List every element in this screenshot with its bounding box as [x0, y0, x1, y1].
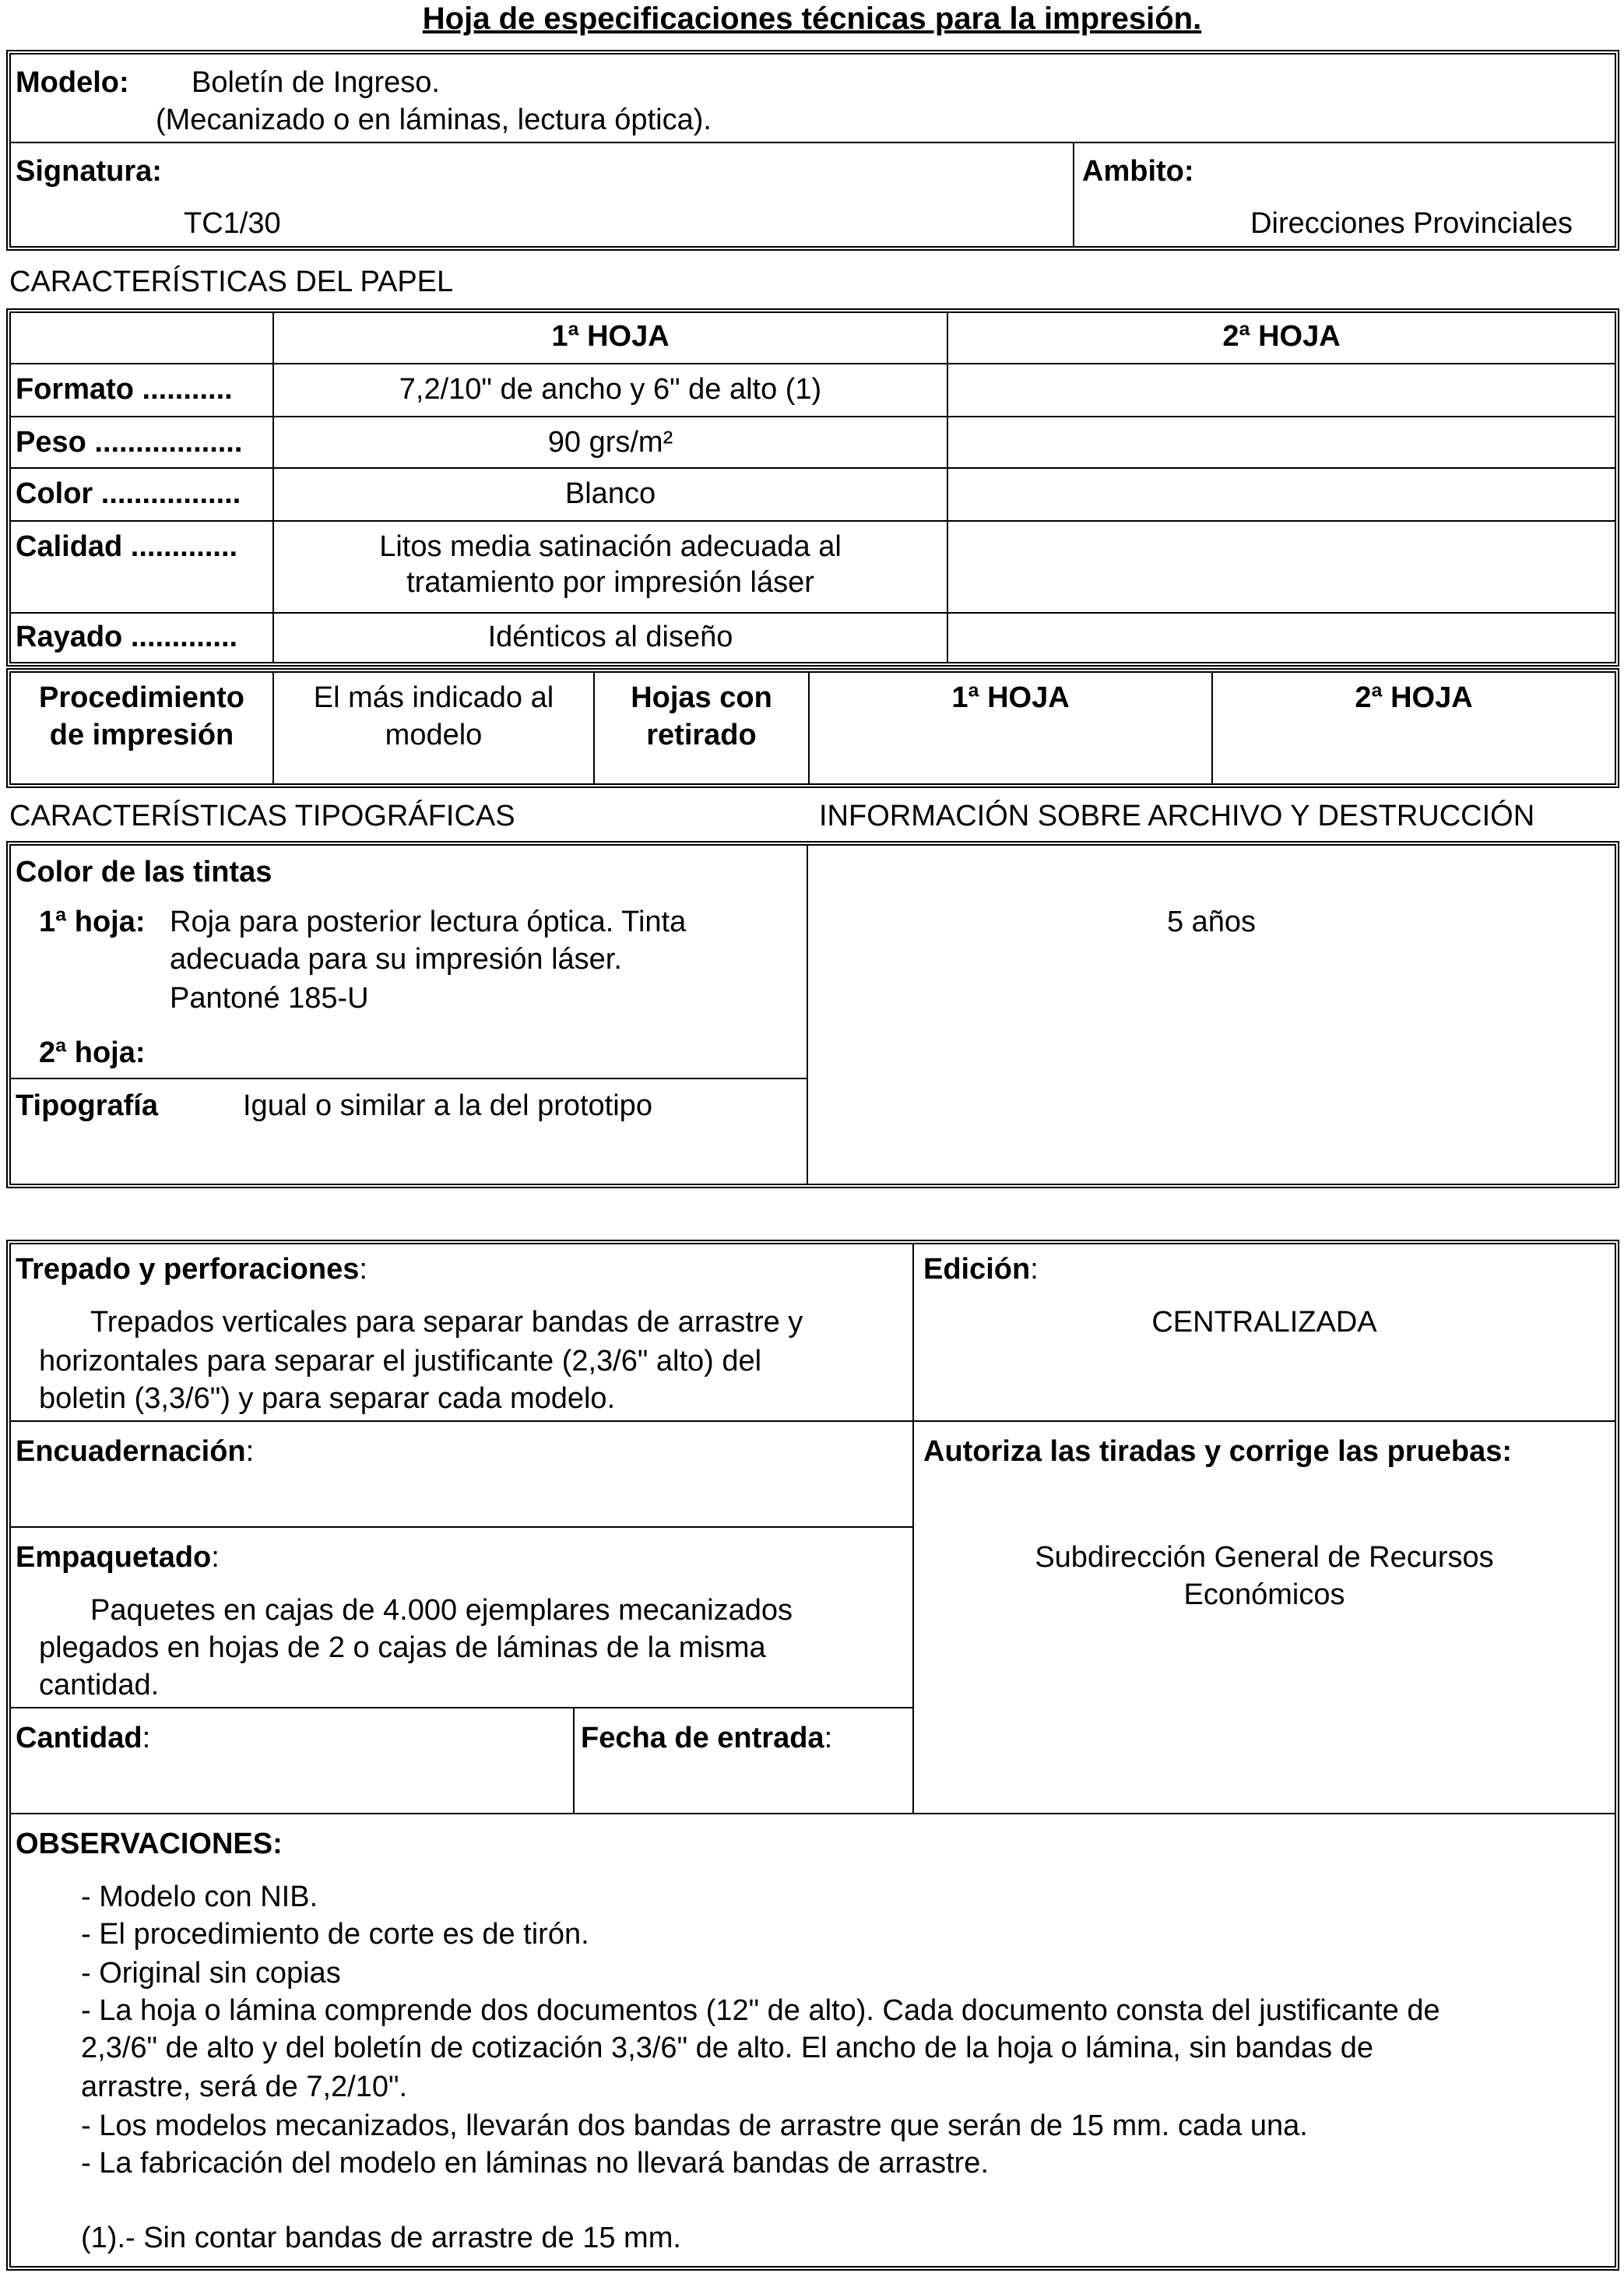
observacion-item: - El procedimiento de corte es de tirón. — [81, 1918, 589, 1951]
observaciones-label: OBSERVACIONES: — [16, 1828, 283, 1860]
observacion-item: 2,3/6" de alto y del boletín de cotización 3,3/6" de alto. El ancho de la hoja o lámina, sin bandas de — [81, 2032, 1373, 2064]
divider — [11, 1707, 912, 1708]
procedimiento-label-line1: Procedimiento — [39, 681, 244, 714]
empaquetado-line2: plegados en hojas de 2 o cajas de láminas de la misma — [39, 1631, 766, 1664]
autoriza-line1: Subdirección General de Recursos — [1035, 1541, 1494, 1574]
divider — [11, 520, 1615, 522]
autoriza-label: Autoriza las tiradas y corrige las pruebas: — [923, 1435, 1513, 1468]
divider — [11, 612, 1615, 614]
peso-value: 90 grs/m² — [547, 426, 673, 459]
divider — [11, 1420, 1615, 1422]
divider — [573, 1707, 575, 1813]
observacion-note: (1).- Sin contar bandas de arrastre de 15 mm. — [81, 2222, 681, 2254]
modelo-subtitle: (Mecanizado o en láminas, lectura óptica). — [156, 104, 712, 136]
observacion-item: - La fabricación del modelo en láminas no llevará bandas de arrastre. — [81, 2147, 989, 2180]
trepado-line3: boletin (3,3/6") y para separar cada modelo. — [39, 1382, 616, 1415]
cantidad-label-text: Cantidad — [16, 1722, 142, 1754]
calidad-label: Calidad ............. — [16, 530, 238, 563]
formato-value: 7,2/10" de ancho y 6" de alto (1) — [399, 373, 822, 406]
edicion-value: CENTRALIZADA — [1151, 1306, 1377, 1339]
procedimiento-value-line2: modelo — [385, 719, 483, 751]
divider — [11, 416, 1615, 417]
procedimiento-value-line1: El más indicado al — [313, 681, 554, 714]
fecha-label-text: Fecha de entrada — [581, 1722, 824, 1754]
hoja1-line2: adecuada para su impresión láser. — [170, 943, 622, 976]
encuadernacion-label: Encuadernación: — [16, 1435, 255, 1468]
hoja1-line3: Pantoné 185-U — [170, 982, 369, 1015]
color-value: Blanco — [564, 477, 656, 510]
page-title: Hoja de especificaciones técnicas para la impresión. — [422, 2, 1202, 36]
empaquetado-line1: Paquetes en cajas de 4.000 ejemplares mecanizados — [90, 1594, 793, 1627]
peso-label: Peso .................. — [16, 426, 243, 459]
tipografia-label: Tipografía — [16, 1089, 158, 1122]
hojas-label-line1: Hojas con — [631, 681, 772, 714]
empaquetado-label: Empaquetado: — [16, 1541, 220, 1574]
divider — [11, 467, 1615, 469]
trepado-label-text: Trepado y perforaciones — [16, 1253, 360, 1286]
divider — [11, 142, 1615, 143]
formato-label: Formato ........... — [16, 373, 233, 406]
observacion-item: - Original sin copias — [81, 1957, 341, 1990]
hojas-label-line2: retirado — [646, 719, 757, 751]
archivo-heading: INFORMACIÓN SOBRE ARCHIVO Y DESTRUCCIÓN — [819, 800, 1535, 832]
trepado-line2: horizontales para separar el justificante (2,3/6" alto) del — [39, 1345, 762, 1378]
ambito-label: Ambito: — [1082, 155, 1194, 188]
color-label: Color ................. — [16, 477, 241, 510]
rayado-value: Idénticos al diseño — [487, 621, 733, 653]
observacion-item: - Los modelos mecanizados, llevarán dos bandas de arrastre que serán de 15 mm. cada una. — [81, 2109, 1308, 2142]
papel-col1-header: 1ª HOJA — [551, 320, 670, 353]
empaquetado-label-text: Empaquetado — [16, 1541, 212, 1574]
modelo-label: Modelo: — [16, 66, 129, 99]
empaquetado-line3: cantidad. — [39, 1669, 160, 1701]
modelo-value: Boletín de Ingreso. — [192, 66, 440, 99]
divider — [11, 1526, 912, 1528]
trepado-line1: Trepados verticales para separar bandas de arrastre y — [90, 1306, 803, 1339]
calidad-value-line2: tratamiento por impresión láser — [406, 566, 814, 599]
hoja1-line1: Roja para posterior lectura óptica. Tinta — [170, 906, 687, 938]
papel-heading: CARACTERÍSTICAS DEL PAPEL — [9, 266, 454, 298]
tipografia-value: Igual o similar a la del prototipo — [243, 1089, 652, 1122]
divider — [1073, 142, 1074, 246]
cantidad-label: Cantidad: — [16, 1722, 151, 1754]
observacion-item: - Modelo con NIB. — [81, 1881, 318, 1913]
signatura-value: TC1/30 — [184, 207, 281, 240]
edicion-label: Edición: — [923, 1253, 1039, 1286]
trepado-label: Trepado y perforaciones: — [16, 1253, 367, 1286]
procedimiento-col2-header: 2ª HOJA — [1355, 681, 1473, 714]
divider — [807, 846, 808, 1184]
signatura-label: Signatura: — [16, 155, 162, 188]
hoja2-label: 2ª hoja: — [39, 1036, 146, 1069]
divider — [11, 1813, 1615, 1814]
fecha-label: Fecha de entrada: — [581, 1722, 833, 1754]
observacion-item: arrastre, será de 7,2/10". — [81, 2071, 408, 2103]
color-tintas-label: Color de las tintas — [16, 856, 272, 888]
encuadernacion-label-text: Encuadernación — [16, 1435, 246, 1468]
ambito-value: Direcciones Provinciales — [1250, 207, 1573, 240]
rayado-label: Rayado ............. — [16, 621, 238, 653]
autoriza-line2: Económicos — [1183, 1578, 1345, 1611]
papel-col2-header: 2ª HOJA — [1222, 320, 1341, 353]
divider — [947, 313, 948, 662]
tipograficas-heading: CARACTERÍSTICAS TIPOGRÁFICAS — [9, 800, 515, 832]
procedimiento-label-line2: de impresión — [49, 719, 234, 751]
divider — [11, 1078, 807, 1079]
divider — [11, 363, 1615, 364]
calidad-value-line1: Litos media satinación adecuada al — [379, 530, 842, 563]
edicion-label-text: Edición — [923, 1253, 1031, 1286]
archivo-value: 5 años — [1166, 906, 1257, 938]
procedimiento-col1-header: 1ª HOJA — [951, 681, 1070, 714]
observacion-item: - La hoja o lámina comprende dos documentos (12" de alto). Cada documento consta del justificante de — [81, 1994, 1440, 2027]
hoja1-label: 1ª hoja: — [39, 906, 146, 938]
